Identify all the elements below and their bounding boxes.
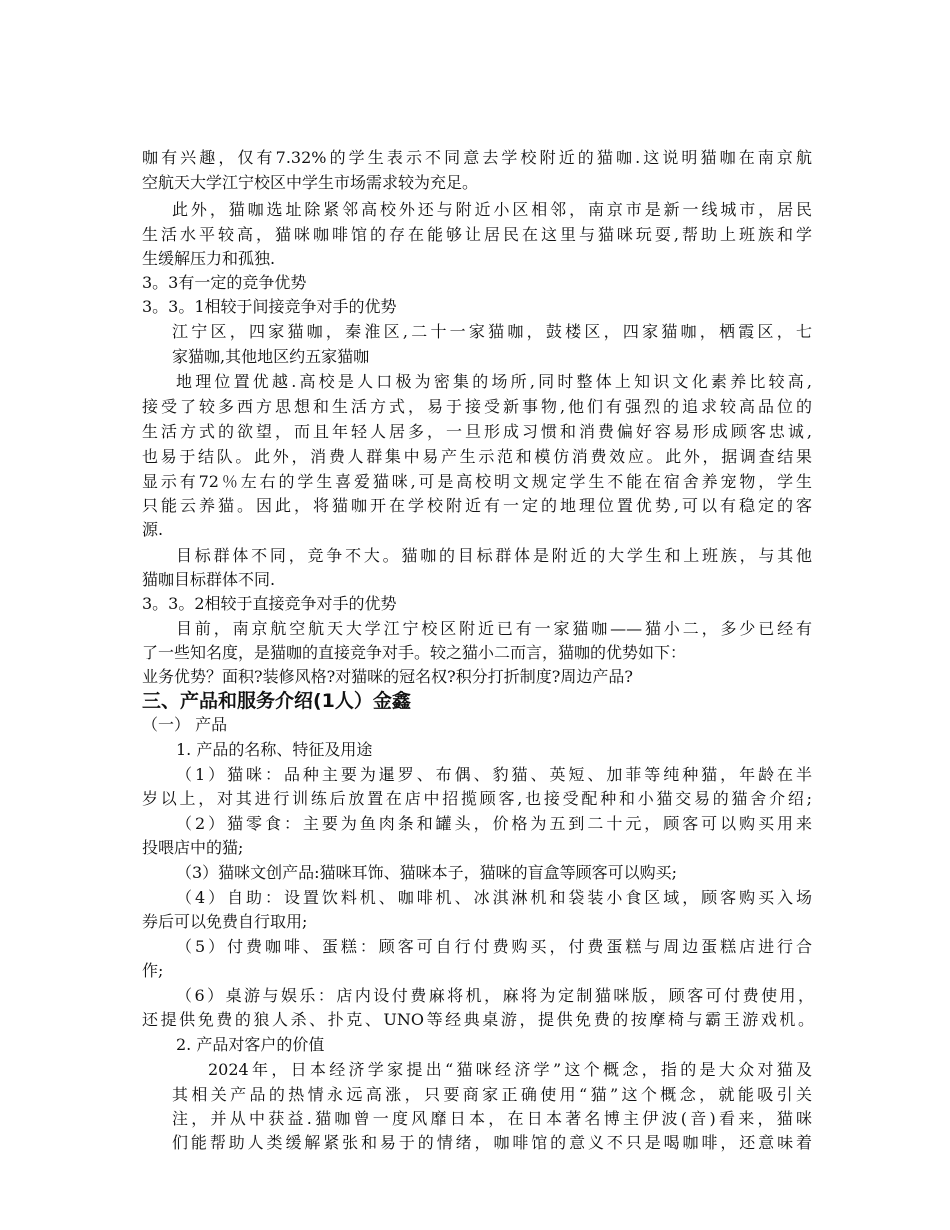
- text-line: 咖有兴趣，仅有7.32%的学生表示不同意去学校附近的猫咖.这说明猫咖在南京航: [142, 148, 812, 167]
- text-line: 显示有72％左右的学生喜爱猫咪,可是高校明文规定学生不能在宿舍养宠物，学生: [142, 472, 812, 491]
- text-line: 券后可以免费自行取用;: [142, 912, 308, 931]
- text-line: 家猫咖,其他地区约五家猫咖: [172, 347, 370, 366]
- text-line: 其相关产品的热情永远高涨，只要商家正确使用“猫”这个概念，就能吸引关: [172, 1085, 812, 1104]
- text-line: 业务优势？面积?装修风格?对猫咪的冠名权?积分打折制度?周边产品?: [142, 667, 633, 686]
- list-heading: 2. 产品对客户的价值: [176, 1035, 325, 1054]
- text-line: 目标群体不同，竞争不大。猫咖的目标群体是附近的大学生和上班族，与其他: [176, 546, 812, 565]
- list-item: （5）付费咖啡、蛋糕：顾客可自行付费购买，付费蛋糕与周边蛋糕店进行合: [176, 937, 812, 956]
- chapter-heading: 三、产品和服务介绍(1人）金鑫: [142, 690, 411, 712]
- text-line: 接受了较多西方思想和生活方式，易于接受新事物,他们有强烈的追求较高品位的: [142, 397, 812, 416]
- text-line: 空航天大学江宁校区中学生市场需求较为充足。: [142, 173, 479, 192]
- text-line: 只能云养猫。因此，将猫咖开在学校附近有一定的地理位置优势,可以有稳定的客: [142, 496, 812, 515]
- text-line: 作;: [142, 961, 164, 980]
- list-heading: 1. 产品的名称、特征及用途: [176, 740, 373, 759]
- text-line: 投喂店中的猫;: [142, 838, 244, 857]
- text-line: 2024年，日本经济学家提出“猫咪经济学”这个概念，指的是大众对猫及: [208, 1060, 812, 1079]
- section-heading: 3。3有一定的竞争优势: [142, 273, 307, 292]
- subsection-heading: 3。3。2相较于直接竞争对手的优势: [142, 594, 397, 613]
- text-line: 江宁区，四家猫咖，秦淮区,二十一家猫咖，鼓楼区，四家猫咖，栖霞区，七: [172, 322, 812, 341]
- text-line: 源.: [142, 520, 164, 539]
- text-line: 岁以上，对其进行训练后放置在店中招揽顾客,也接受配种和小猫交易的猫舍介绍;: [142, 789, 812, 808]
- list-item: （2）猫零食：主要为鱼肉条和罐头，价格为五到二十元，顾客可以购买用来: [176, 814, 812, 833]
- text-line: 生活水平较高，猫咪咖啡馆的存在能够让居民在这里与猫咪玩耍,帮助上班族和学: [142, 225, 812, 244]
- section-heading: （一） 产品: [142, 715, 228, 734]
- text-line: 猫咖目标群体不同.: [142, 570, 276, 589]
- text-line: 们能帮助人类缓解紧张和易于的情绪，咖啡馆的意义不只是喝咖啡，还意味着: [172, 1133, 812, 1152]
- list-item: （1）猫咪：品种主要为暹罗、布偶、豹猫、英短、加菲等纯种猫，年龄在半: [176, 765, 812, 784]
- text-line: 也易于结队。此外，消费人群集中易产生示范和模仿消费效应。此外，据调查结果: [142, 447, 812, 466]
- text-line: 了一些知名度，是猫咖的直接竞争对手。较之猫小二而言，猫咖的优势如下：: [142, 643, 687, 662]
- text-line: 目前，南京航空航天大学江宁校区附近已有一家猫咖——猫小二，多少已经有: [176, 619, 812, 638]
- list-item: （4）自助：设置饮料机、咖啡机、冰淇淋机和袋装小食区域，顾客购买入场: [176, 888, 812, 907]
- text-line: 此外，猫咖选址除紧邻高校外还与附近小区相邻，南京市是新一线城市，居民: [172, 200, 812, 219]
- text-line: 地理位置优越.高校是人口极为密集的场所,同时整体上知识文化素养比较高,: [176, 372, 812, 391]
- text-line: 生缓解压力和孤独.: [142, 249, 276, 268]
- text-line: 还提供免费的狼人杀、扑克、UNO等经典桌游，提供免费的按摩椅与霸王游戏机。: [142, 1010, 814, 1029]
- list-item: （3）猫咪文创产品:猫咪耳饰、猫咪本子，猫咪的盲盒等顾客可以购买;: [176, 863, 677, 882]
- text-line: 生活方式的欲望，而且年轻人居多，一旦形成习惯和消费偏好容易形成顾客忠诚,: [142, 422, 812, 441]
- text-line: 注，并从中获益.猫咖曾一度风靡日本，在日本著名博主伊波(音)看来，猫咪: [172, 1109, 812, 1128]
- list-item: （6）桌游与娱乐：店内设付费麻将机，麻将为定制猫咪版，顾客可付费使用，: [176, 986, 814, 1005]
- subsection-heading: 3。3。1相较于间接竞争对手的优势: [142, 297, 397, 316]
